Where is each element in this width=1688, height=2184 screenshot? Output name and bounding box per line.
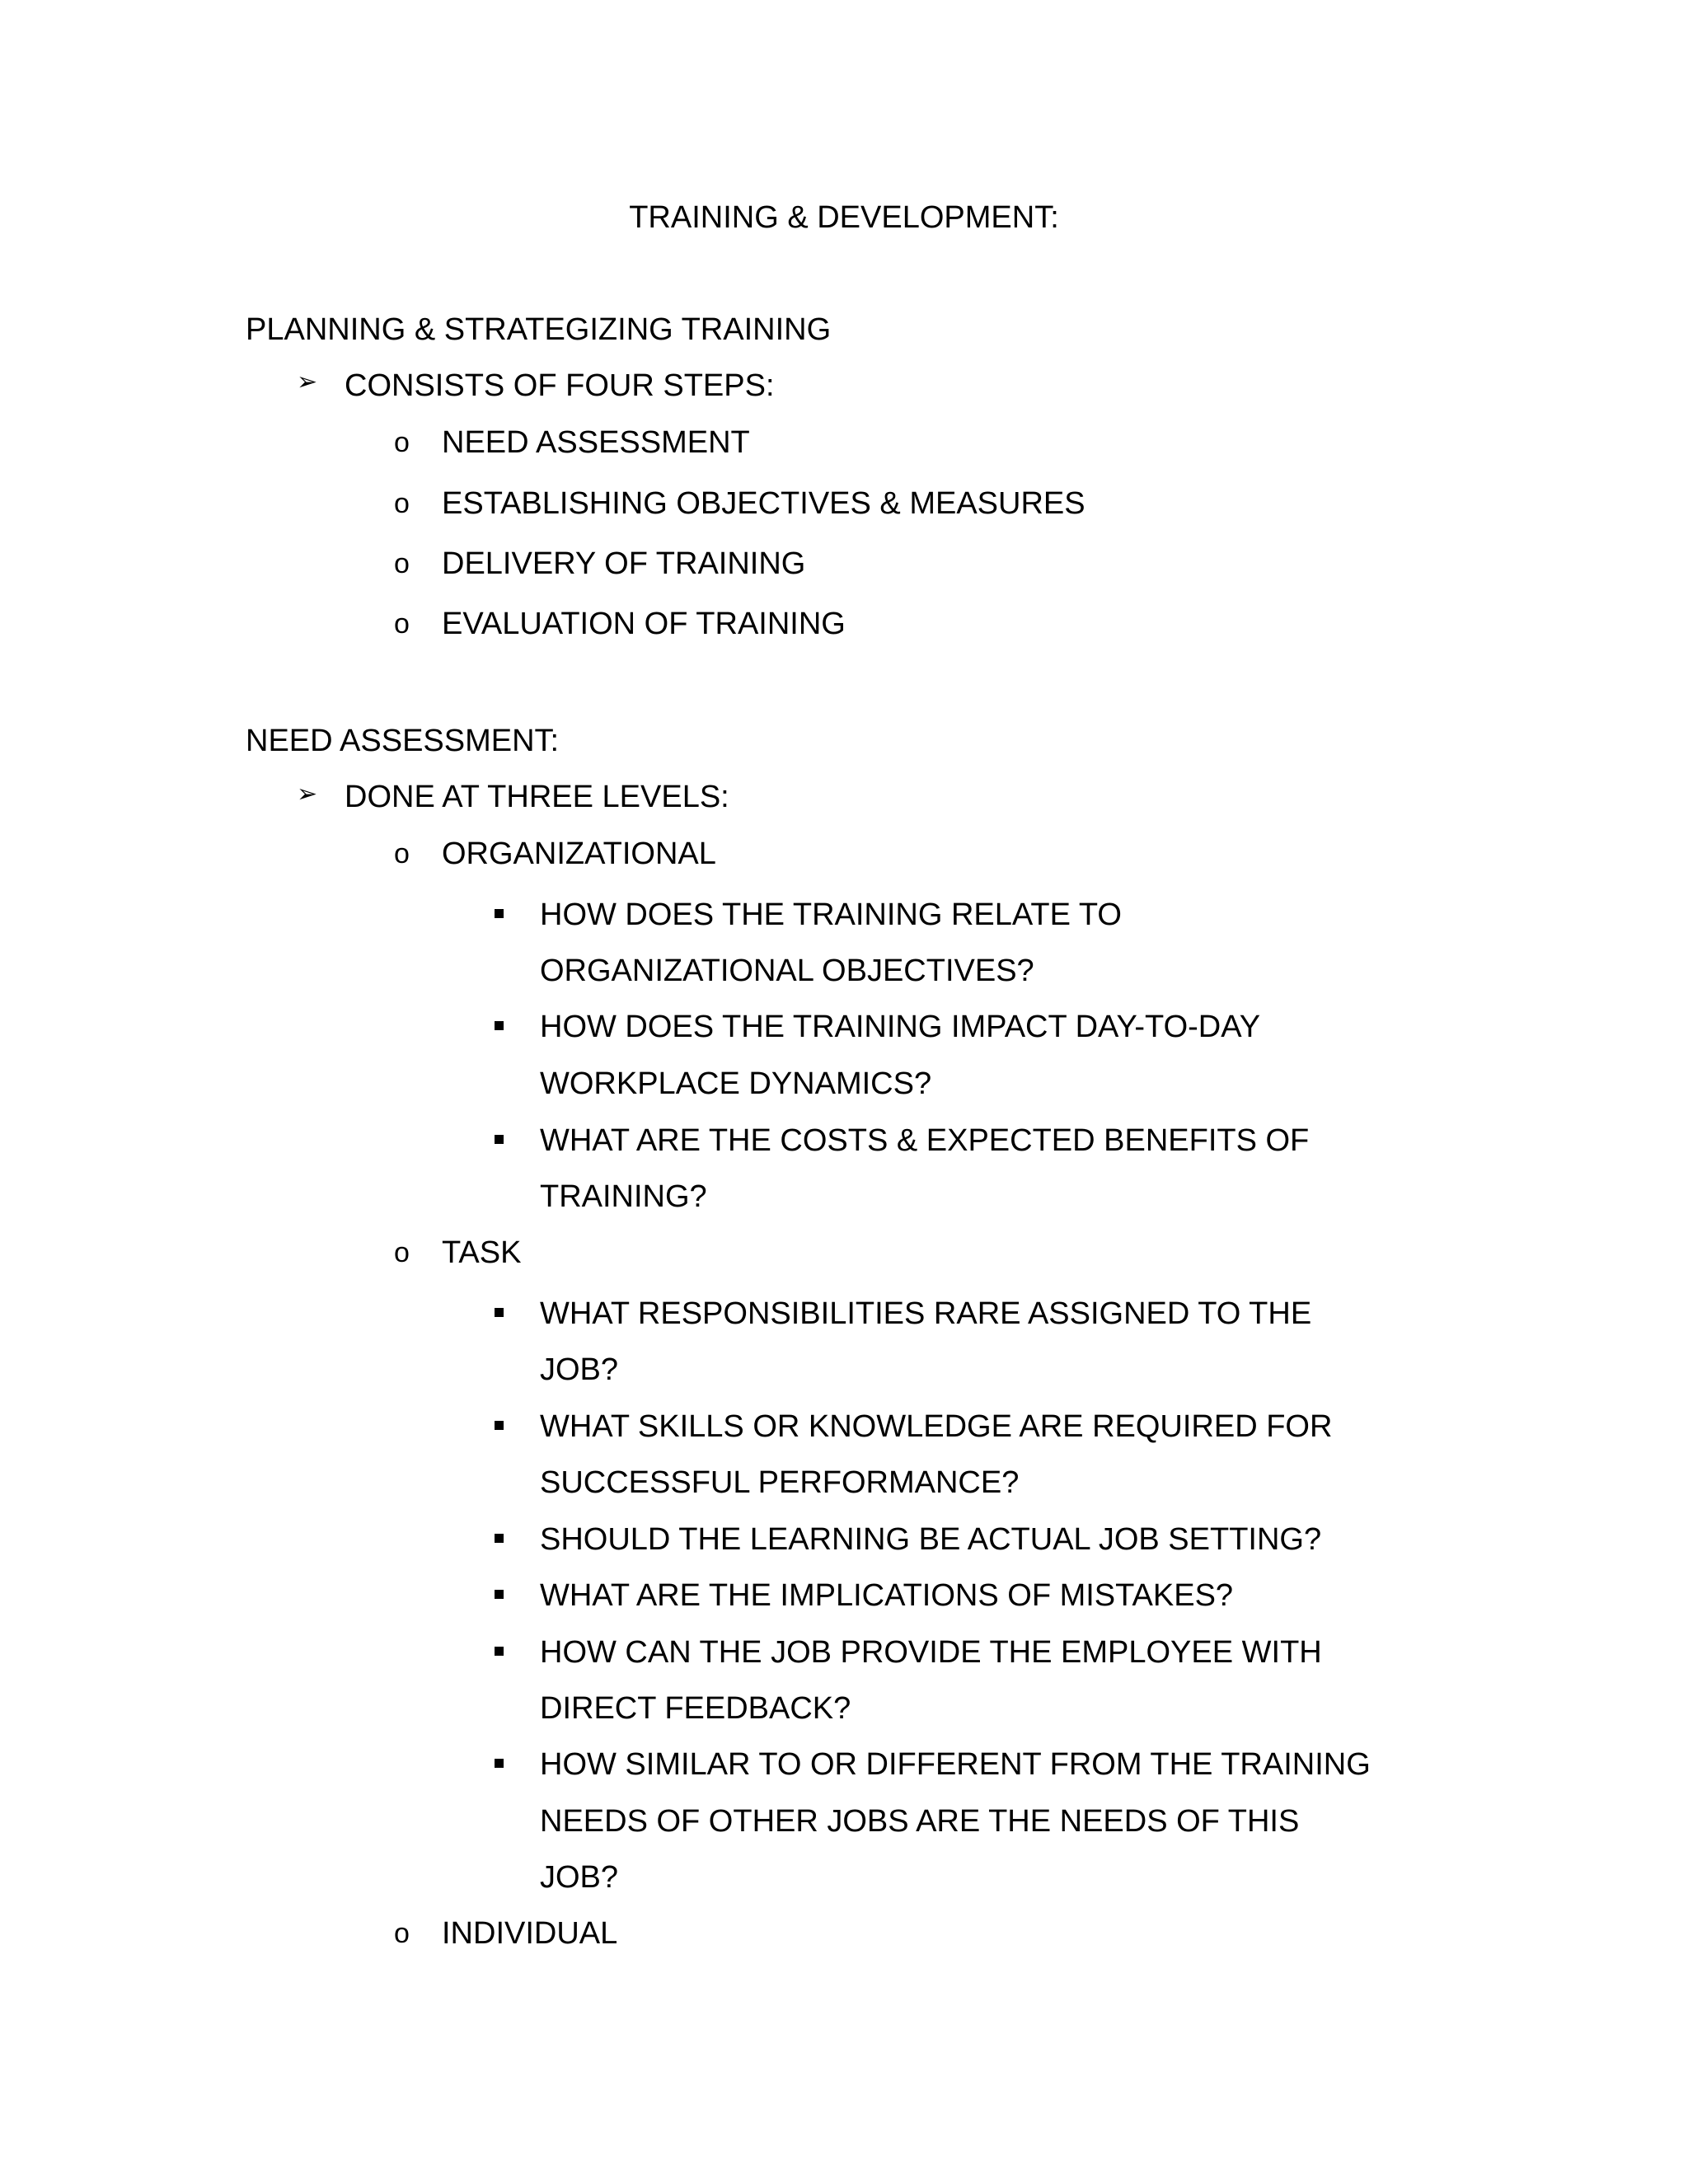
circle-bullet-icon: o — [394, 838, 410, 869]
question-line: WHAT ARE THE COSTS & EXPECTED BENEFITS OF — [540, 1123, 1310, 1158]
list-item-step: EVALUATION OF TRAINING — [442, 607, 846, 641]
section-heading-planning: PLANNING & STRATEGIZING TRAINING — [246, 312, 832, 347]
list-item-step: ESTABLISHING OBJECTIVES & MEASURES — [442, 486, 1085, 521]
level-name: INDIVIDUAL — [442, 1916, 618, 1951]
square-bullet-icon — [495, 1421, 504, 1430]
circle-bullet-icon: o — [394, 548, 410, 579]
square-bullet-icon — [495, 1308, 504, 1317]
list-item-step: DELIVERY OF TRAINING — [442, 546, 806, 581]
question-line: SHOULD THE LEARNING BE ACTUAL JOB SETTING? — [540, 1522, 1322, 1557]
question-line: WHAT RESPONSIBILITIES RARE ASSIGNED TO THE — [540, 1296, 1312, 1331]
square-bullet-icon — [495, 1759, 504, 1768]
section-point: CONSISTS OF FOUR STEPS: — [345, 368, 775, 403]
circle-bullet-icon: o — [394, 427, 410, 458]
question-line: NEEDS OF OTHER JOBS ARE THE NEEDS OF THIS — [540, 1804, 1300, 1839]
circle-bullet-icon: o — [394, 488, 410, 519]
level-name: ORGANIZATIONAL — [442, 837, 716, 871]
question-line: ORGANIZATIONAL OBJECTIVES? — [540, 954, 1034, 988]
square-bullet-icon — [495, 1534, 504, 1543]
question-line: JOB? — [540, 1352, 619, 1387]
list-item-step: NEED ASSESSMENT — [442, 425, 750, 460]
question-line: WHAT SKILLS OR KNOWLEDGE ARE REQUIRED FOR — [540, 1409, 1333, 1444]
square-bullet-icon — [495, 909, 504, 918]
square-bullet-icon — [495, 1021, 504, 1030]
question-line: HOW CAN THE JOB PROVIDE THE EMPLOYEE WITH — [540, 1635, 1322, 1670]
question-line: TRAINING? — [540, 1179, 707, 1214]
section-point: DONE AT THREE LEVELS: — [345, 780, 729, 814]
circle-bullet-icon: o — [394, 608, 410, 640]
question-line: HOW SIMILAR TO OR DIFFERENT FROM THE TRAINING — [540, 1747, 1371, 1782]
square-bullet-icon — [495, 1647, 504, 1656]
question-line: HOW DOES THE TRAINING RELATE TO — [540, 898, 1122, 932]
section-heading-need-assessment: NEED ASSESSMENT: — [246, 724, 560, 758]
question-line: JOB? — [540, 1860, 619, 1895]
circle-bullet-icon: o — [394, 1237, 410, 1268]
question-line: WHAT ARE THE IMPLICATIONS OF MISTAKES? — [540, 1578, 1234, 1613]
question-line: DIRECT FEEDBACK? — [540, 1691, 851, 1726]
document-title: TRAINING & DEVELOPMENT: — [629, 200, 1059, 235]
square-bullet-icon — [495, 1590, 504, 1599]
square-bullet-icon — [495, 1135, 504, 1144]
question-line: HOW DOES THE TRAINING IMPACT DAY-TO-DAY — [540, 1010, 1261, 1044]
question-line: WORKPLACE DYNAMICS? — [540, 1066, 932, 1101]
level-name: TASK — [442, 1235, 522, 1270]
arrow-bullet-icon: ➢ — [297, 368, 318, 396]
question-line: SUCCESSFUL PERFORMANCE? — [540, 1465, 1020, 1500]
circle-bullet-icon: o — [394, 1918, 410, 1949]
arrow-bullet-icon: ➢ — [297, 780, 318, 808]
